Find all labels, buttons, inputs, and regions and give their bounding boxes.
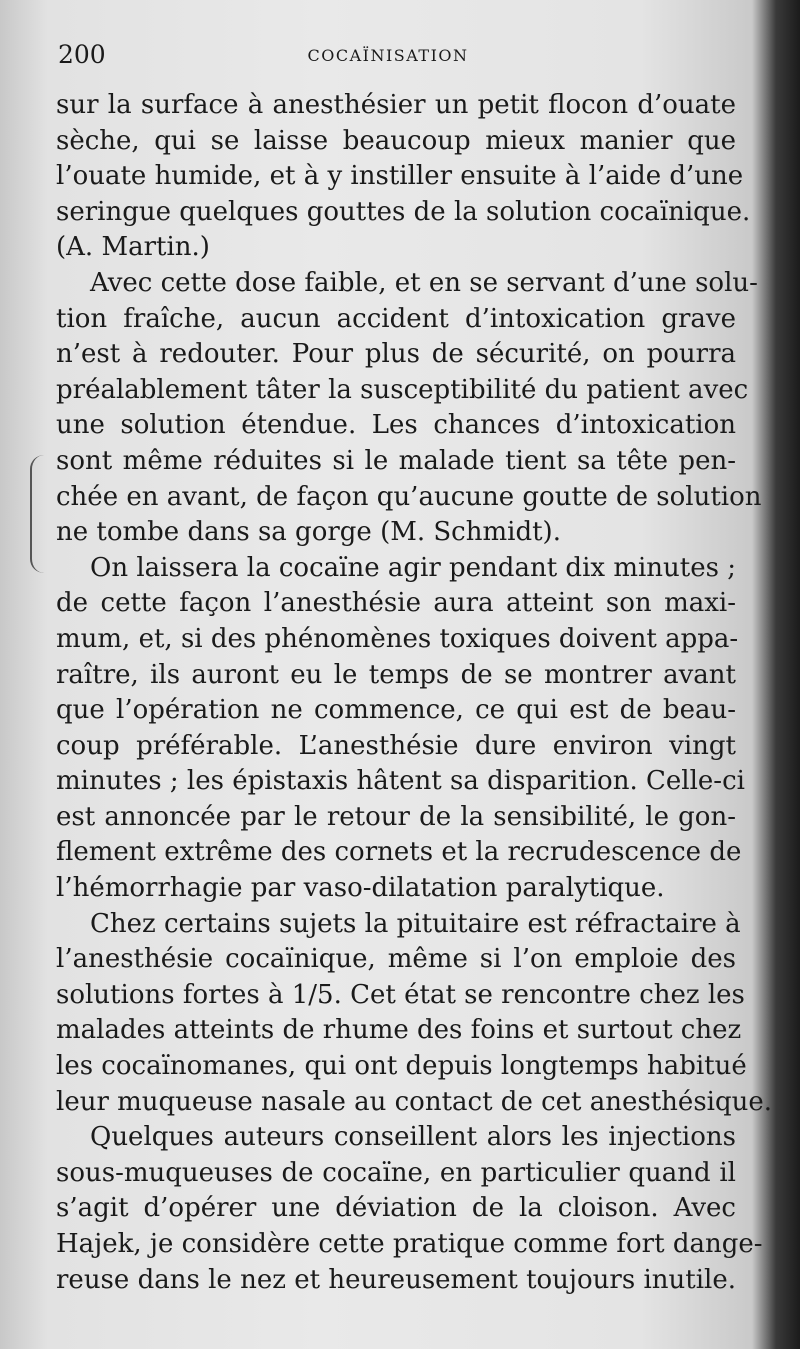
text-line: que l’opération ne commence, ce qui est de beau- [56, 695, 736, 726]
text-line: mum, et, si des phénomènes toxiques doivent appa- [56, 623, 739, 654]
page-header [58, 40, 718, 76]
text-line: minutes ; les épistaxis hâtent sa disparition. Celle-ci [56, 766, 745, 797]
text-line: s’agit d’opérer une déviation de la cloison. Avec [56, 1193, 736, 1224]
text-line: leur muqueuse nasale au contact de cet anesthésique. [56, 1086, 773, 1117]
text-line: Quelques auteurs conseillent alors les injections [90, 1122, 736, 1153]
body-text [56, 88, 773, 1298]
page-number: 200 [58, 40, 106, 69]
text-line: de cette façon l’anesthésie aura atteint son maxi- [56, 588, 736, 619]
text-line: l’anesthésie cocaïnique, même si l’on emploie des [56, 944, 736, 975]
text-line: raître, ils auront eu le temps de se montrer avant [56, 659, 736, 690]
text-line: l’hémorrhagie par vaso-dilatation paralytique. [56, 873, 665, 904]
text-line: sous-muqueuses de cocaïne, en particulier quand il [56, 1157, 736, 1188]
text-line: tion fraîche, aucun accident d’intoxication grave [56, 303, 736, 334]
text-line: Chez certains sujets la pituitaire est réfractaire à [90, 908, 741, 939]
text-line: sèche, qui se laisse beaucoup mieux manier que [56, 125, 736, 156]
text-line: sont même réduites si le malade tient sa tête pen- [56, 445, 736, 476]
text-line: ne tombe dans sa gorge (M. Schmidt). [56, 517, 561, 548]
text-line: seringue quelques gouttes de la solution cocaïnique. [56, 196, 751, 227]
text-line: Avec cette dose faible, et en se servant d’une solu- [90, 267, 758, 298]
running-head: COCAÏNISATION [307, 46, 469, 65]
text-line: préalablement tâter la susceptibilité du patient avec [56, 374, 749, 405]
text-line: les cocaïnomanes, qui ont depuis longtemps habitué [56, 1051, 747, 1082]
text-line: reuse dans le nez et heureusement toujours inutile. [56, 1264, 736, 1295]
text-line: une solution étendue. Les chances d’intoxication [56, 410, 736, 441]
text-line: n’est à redouter. Pour plus de sécurité, on pourra [56, 339, 736, 370]
text-line: (A. Martin.) [56, 232, 210, 263]
text-line: sur la surface à anesthésier un petit flocon d’ouate [56, 90, 736, 120]
margin-bracket-mark [30, 455, 46, 573]
text-line: malades atteints de rhume des foins et surtout chez [56, 1015, 742, 1046]
text-line: solutions fortes à 1/5. Cet état se rencontre chez les [56, 979, 745, 1010]
text-line: l’ouate humide, et à y instiller ensuite à l’aide d’une [56, 161, 744, 192]
text-line: coup préférable. L’anesthésie dure environ vingt [56, 730, 736, 761]
text-line: On laissera la cocaïne agir pendant dix minutes ; [90, 552, 736, 583]
text-line: est annoncée par le retour de la sensibilité, le gon- [56, 801, 736, 832]
text-line: Hajek, je considère cette pratique comme fort dange- [56, 1229, 763, 1259]
text-line: flement extrême des cornets et la recrudescence de [56, 837, 742, 868]
text-line: chée en avant, de façon qu’aucune goutte de solution [56, 481, 762, 512]
